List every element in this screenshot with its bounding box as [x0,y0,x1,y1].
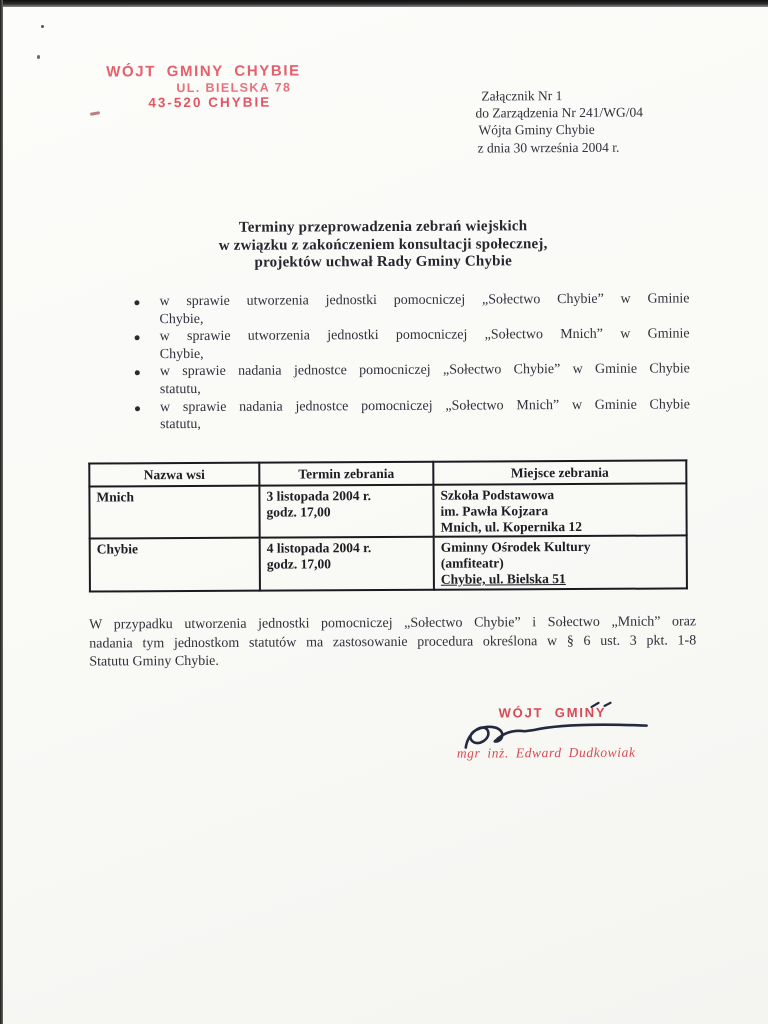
stamp-org-name: WÓJT GMINY CHYBIE [106,62,301,81]
list-item-line: Chybie, [159,346,204,362]
place-line: Gminny Ośrodek Kultury [440,539,591,556]
table-row [90,536,687,592]
date-line: 3 listopada 2004 r. [266,488,372,504]
attachment-line: do Zarządzenia Nr 241/WG/04 [475,104,644,121]
cell-village: Mnich [89,486,259,539]
list-item-line: Chybie, [159,311,204,327]
list-item-text [160,396,690,434]
place-line: Szkoła Podstawowa [440,487,555,503]
column-header-village: Nazwa wsi [89,463,259,487]
list-item-line: w sprawie utworzenia jednostki pomocniczej „Sołectwo Chybie” w Gminie [159,291,690,310]
title-line: Terminy przeprowadzenia zebrań wiejskich [238,218,528,236]
table-row [89,483,686,539]
place-line: Mnich, ul. Kopernika 12 [440,518,583,535]
cell-place [434,536,687,590]
attachment-line: Załącznik Nr 1 [481,88,563,104]
cell-village: Chybie [90,538,260,591]
closing-paragraph [89,613,696,672]
cell-date [260,537,434,590]
list-item-line: w sprawie utworzenia jednostki pomocniczej „Sołectwo Mnich” w Gminie [159,326,690,345]
list-item-line: w sprawie nadania jednostce pomocniczej „Sołectwo Chybie” w Gminie Chybie [159,361,690,380]
attachment-line: Wójta Gminy Chybie [478,122,595,138]
list-item-text [159,290,689,328]
table-header-row [89,460,686,486]
place-line: Chybie, ul. Bielska 51 [440,571,566,587]
list-item-text [160,326,690,364]
document-title [0,217,767,274]
bullet-icon [134,300,139,305]
bullet-icon [135,335,140,340]
list-item [135,361,691,399]
signature-stamp-title: WÓJT GMINY [498,704,607,721]
list-item [134,290,690,328]
stamp-street: UL. BIELSKA 78 [176,80,292,96]
place-line: (amfiteatr) [440,555,504,571]
attachment-line: z dnia 30 września 2004 r. [477,139,620,156]
cell-place [433,483,686,537]
bullet-icon [135,371,140,376]
paragraph-line: nadania tym jednostkom statutów ma zastosowanie procedura określona w § 6 ust. 3 pkt. 1-8 [89,632,697,652]
column-header-place: Miejsce zebrania [433,460,686,484]
date-line: 4 listopada 2004 r. [266,540,372,557]
list-item-text [160,361,690,399]
stamp-city: 43-520 CHYBIE [148,94,272,111]
list-item [135,326,691,364]
list-item-line: statutu, [159,381,201,398]
bullet-list [134,290,691,434]
column-header-date: Termin zebrania [259,462,433,486]
date-line: godz. 17,00 [266,556,331,572]
attachment-note [475,87,643,157]
bullet-icon [135,406,140,411]
cell-date [259,485,433,538]
list-item-line: statutu, [160,417,201,433]
title-line: w związku z zakończeniem konsultacji społecznej, [218,235,548,254]
meetings-table [88,459,688,592]
sender-stamp [106,62,301,110]
title-line: projektów uchwał Rady Gminy Chybie [254,253,512,271]
list-item-line: w sprawie nadania jednostce pomocniczej „Sołectwo Mnich” w Gminie Chybie [159,396,691,415]
signatory-name: mgr inż. Edward Dudkowiak [456,744,636,761]
date-line: godz. 17,00 [266,504,331,520]
list-item [135,396,691,434]
paragraph-line: Statutu Gminy Chybie. [89,654,219,670]
place-line: im. Pawła Kojzara [440,502,549,519]
paragraph-line: W przypadku utworzenia jednostki pomocniczej „Sołectwo Chybie” i Sołectwo „Mnich” oraz [89,614,697,633]
